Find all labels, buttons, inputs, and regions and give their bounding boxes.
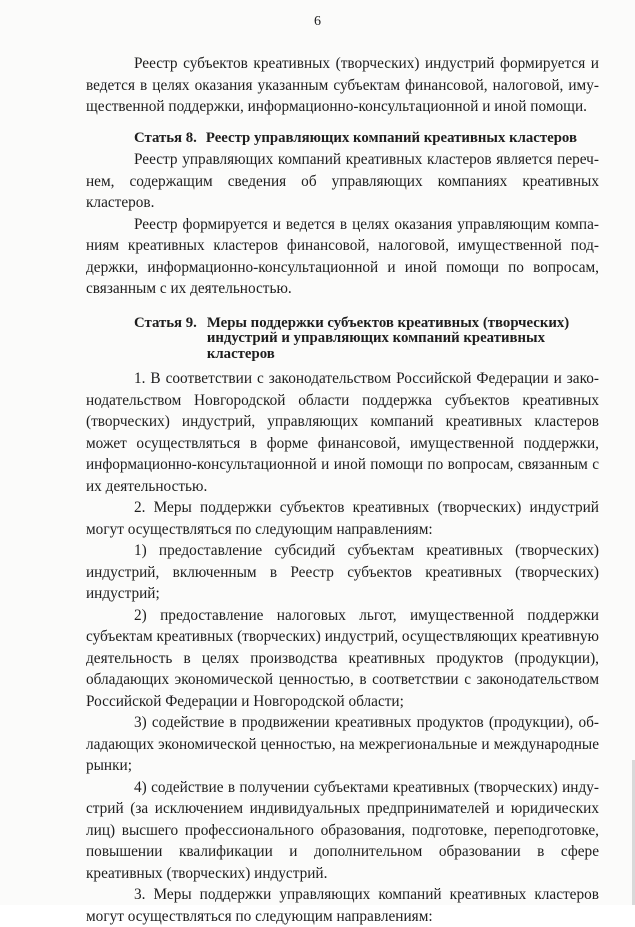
article-9-list-item: 4) содействие в получении субъектами креативных (творческих) индустрий (за исключением индивидуальных предпринимателей и юридических лиц) высшего профессионального образования, подготовке, переподготовке, повышении квалификации и дополнительном образовании в сфере креативных (творческих) индустрий. xyxy=(86,778,599,882)
article-9-paragraph: 1. В соответствии с законодательством Российской Федерации и законодательством Новгородской области поддержка субъектов креативных (творческих) индустрий, управляющих компаний креативных кластеров может осуществляться в форме финансовой, имущественной поддержки, информационно-консультационной и иной помощи по вопросам, связанным с их деятельностью. xyxy=(86,370,599,495)
page-number: 6 xyxy=(314,14,321,29)
article-8-paragraph: Реестр управляющих компаний креативных кластеров является перечнем, содержащим сведения об управляющих компаниях креативных кластеров. xyxy=(86,151,599,211)
article-8-label: Статья 8. xyxy=(134,129,197,146)
article-9-paragraph: 2. Меры поддержки субъектов креативных (творческих) индустрий могут осуществляться по следующим направлениям: xyxy=(86,499,599,538)
document-body xyxy=(86,53,599,927)
article-8-paragraph: Реестр формируется и ведется в целях оказания управляющим компаниям креативных кластеров финансовой, налоговой, имущественной поддержки, информационно-консультационной и иной помощи по вопросам, связанным с их деятельностью. xyxy=(86,215,599,297)
article-9-list-item: 2) предоставление налоговых льгот, имущественной поддержки субъектам креативных (творческих) индустрий, осуществляющих креативную деятельность в целях производства креативных продуктов (продукции), обладающих экономической ценностью, в соответствии с законодательством Российской Федерации и Новгородской области; xyxy=(86,606,599,710)
intro-paragraph: Реестр субъектов креативных (творческих) индустрий формируется и ведется в целях оказания указанным субъектам финансовой, налоговой, имущественной поддержки, информационно-консультационной и иной помощи. xyxy=(86,55,599,115)
article-9-heading xyxy=(134,316,599,363)
article-9-paragraph: 3. Меры поддержки управляющих компаний креативных кластеров могут осуществляться по следующим направлениям: xyxy=(86,886,599,925)
article-9-title: Меры поддержки субъектов креативных (творческих) индустрий и управляющих компаний креативных кластеров xyxy=(206,314,570,362)
article-9-list-item: 3) содействие в продвижении креативных продуктов (продукции), обладающих экономической ценностью, на межрегиональные и международные рынки; xyxy=(86,714,599,774)
article-8-heading xyxy=(134,128,599,150)
article-9-label: Статья 9. xyxy=(134,314,197,331)
article-9-list-item: 1) предоставление субсидий субъектам креативных (творческих) индустрий, включенным в Реестр субъектов креативных (творческих) индустрий; xyxy=(86,542,599,602)
article-8-title: Реестр управляющих компаний креативных кластеров xyxy=(205,129,577,146)
